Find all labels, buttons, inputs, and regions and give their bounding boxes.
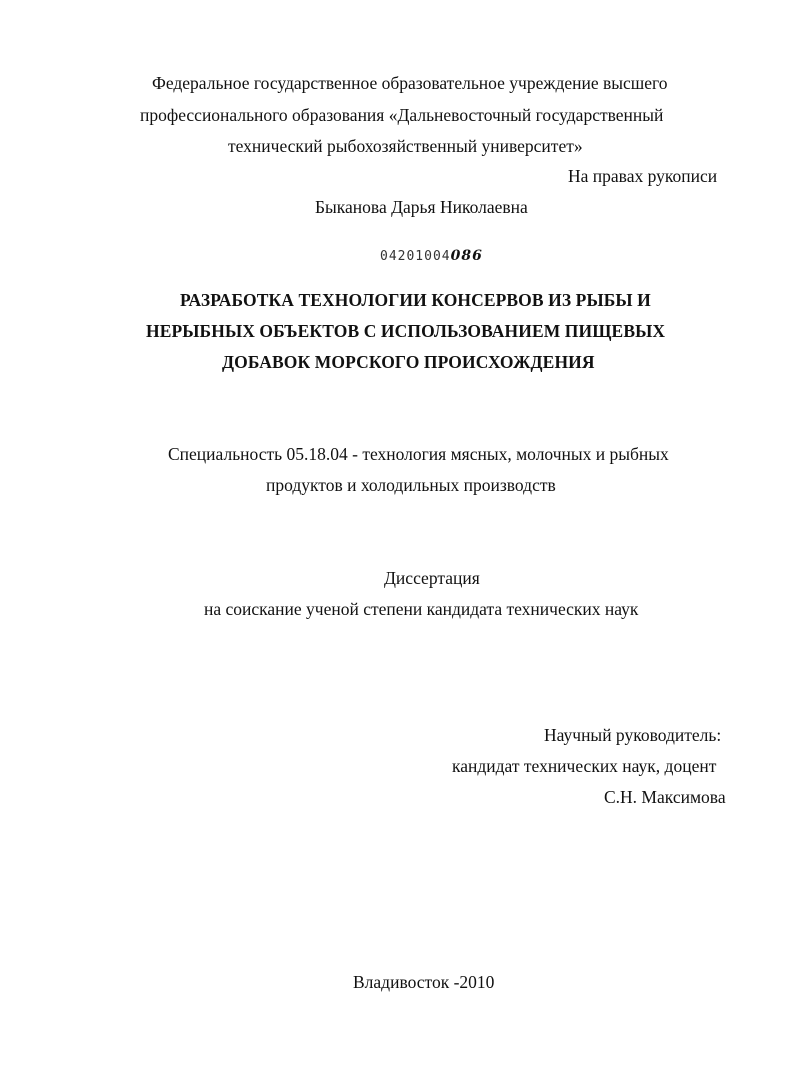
stamp-printed-digits: 04201004	[380, 249, 451, 264]
city-year: Владивосток -2010	[353, 972, 495, 992]
specialty-line-1: Специальность 05.18.04 - технология мясных, молочных и рыбных	[168, 444, 669, 464]
institution-line-1: Федеральное государственное образовательное учреждение высшего	[152, 73, 668, 93]
institution-line-3: технический рыбохозяйственный университет»	[228, 136, 583, 156]
title-line-1: РАЗРАБОТКА ТЕХНОЛОГИИ КОНСЕРВОВ ИЗ РЫБЫ И	[180, 290, 651, 310]
dissertation-degree: на соискание ученой степени кандидата технических наук	[204, 599, 639, 619]
dissertation-label: Диссертация	[384, 568, 480, 588]
supervisor-label: Научный руководитель:	[544, 725, 722, 745]
supervisor-name: С.Н. Максимова	[604, 787, 726, 807]
specialty-line-2: продуктов и холодильных производств	[266, 475, 556, 495]
manuscript-note: На правах рукописи	[568, 166, 718, 186]
institution-line-2: профессионального образования «Дальневосточный государственный	[140, 105, 664, 125]
title-line-2: НЕРЫБНЫХ ОБЪЕКТОВ С ИСПОЛЬЗОВАНИЕМ ПИЩЕВЫХ	[146, 321, 666, 341]
registration-number-stamp	[380, 248, 483, 264]
stamp-handwritten-digits: 086	[450, 248, 483, 264]
author-name: Быканова Дарья Николаевна	[315, 197, 528, 217]
supervisor-degree: кандидат технических наук, доцент	[452, 756, 717, 776]
title-line-3: ДОБАВОК МОРСКОГО ПРОИСХОЖДЕНИЯ	[222, 352, 595, 372]
